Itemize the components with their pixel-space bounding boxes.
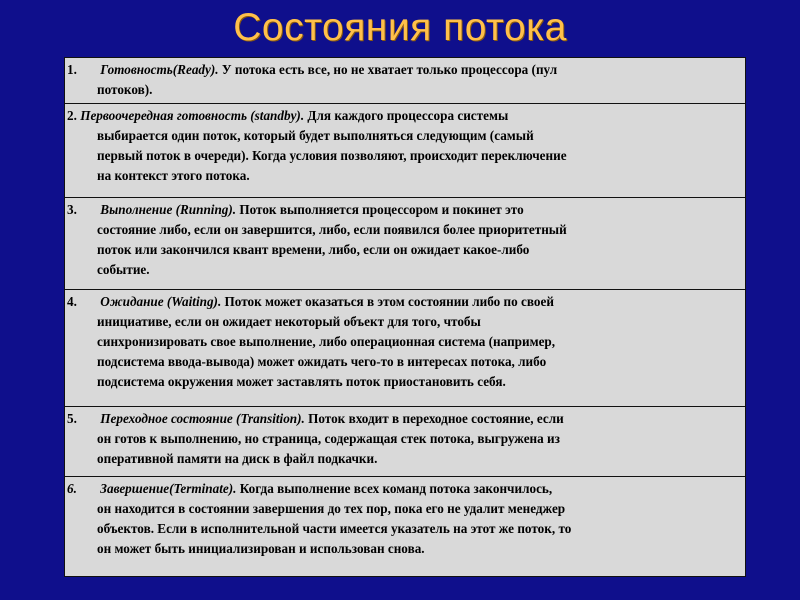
row-text-line: на контекст этого потока. [97, 168, 250, 183]
row-number: 3. [67, 202, 77, 217]
state-term: Переходное состояние (Transition). [100, 411, 305, 426]
thread-states-table [64, 57, 746, 577]
row-number: 2. [67, 108, 77, 123]
row-text-line: подсистема окружения может заставлять поток приостановить себя. [97, 374, 506, 389]
state-term: Завершение(Terminate). [100, 481, 237, 496]
row-text-line: синхронизировать свое выполнение, либо операционная система (например, [97, 334, 556, 349]
row-text-line: событие. [97, 262, 150, 277]
row-text: Когда выполнение всех команд потока закончилось, [239, 481, 553, 496]
row-text: Для каждого процессора системы [307, 108, 509, 123]
row-text-line: он готов к выполнению, но страница, содержащая стек потока, выгружена из [97, 431, 560, 446]
table-row [65, 290, 745, 407]
row-first-line [67, 200, 742, 220]
row-number: 5. [67, 411, 77, 426]
table-row [65, 104, 745, 198]
state-term: Готовность(Ready). [100, 62, 219, 77]
row-first-line [67, 60, 742, 80]
row-text-line: первый поток в очереди). Когда условия позволяют, происходит переключение [97, 148, 567, 163]
row-text-line: поток или закончился квант времени, либо, если он ожидает какое-либо [97, 242, 530, 257]
row-text-line: состояние либо, если он завершится, либо, если появился более приоритетный [97, 222, 567, 237]
table-row [65, 477, 745, 576]
row-text: Поток может оказаться в этом состоянии либо по своей [224, 294, 554, 309]
row-first-line [67, 479, 742, 499]
slide-title: Состояния потока [233, 6, 567, 49]
row-text-line: подсистема ввода-вывода) может ожидать чего-то в интересах потока, либо [97, 354, 547, 369]
row-number: 4. [67, 294, 77, 309]
row-number: 1. [67, 62, 77, 77]
row-first-line [67, 409, 742, 429]
row-number: 6. [67, 481, 77, 496]
state-term: Выполнение (Running). [100, 202, 237, 217]
row-text-line: выбирается один поток, который будет выполняться следующим (самый [97, 128, 534, 143]
row-text: Поток входит в переходное состояние, если [308, 411, 564, 426]
row-text: У потока есть все, но не хватает только процессора (пул [221, 62, 558, 77]
row-first-line [67, 106, 742, 126]
row-text: Поток выполняется процессором и покинет это [239, 202, 524, 217]
row-text-line: он находится в состоянии завершения до тех пор, пока его не удалит менеджер [97, 501, 566, 516]
row-text-line: он может быть инициализирован и использован снова. [97, 541, 425, 556]
table-row [65, 58, 745, 104]
row-first-line [67, 292, 742, 312]
row-text-line: потоков). [97, 82, 153, 97]
row-text-line: оперативной памяти на диск в файл подкачки. [97, 451, 378, 466]
state-term: Первоочередная готовность (standby). [80, 108, 305, 123]
state-term: Ожидание (Waiting). [100, 294, 222, 309]
row-text-line: объектов. Если в исполнительной части имеется указатель на этот же поток, то [97, 521, 572, 536]
table-row [65, 407, 745, 477]
row-text-line: инициативе, если он ожидает некоторый объект для того, чтобы [97, 314, 481, 329]
table-row [65, 198, 745, 290]
